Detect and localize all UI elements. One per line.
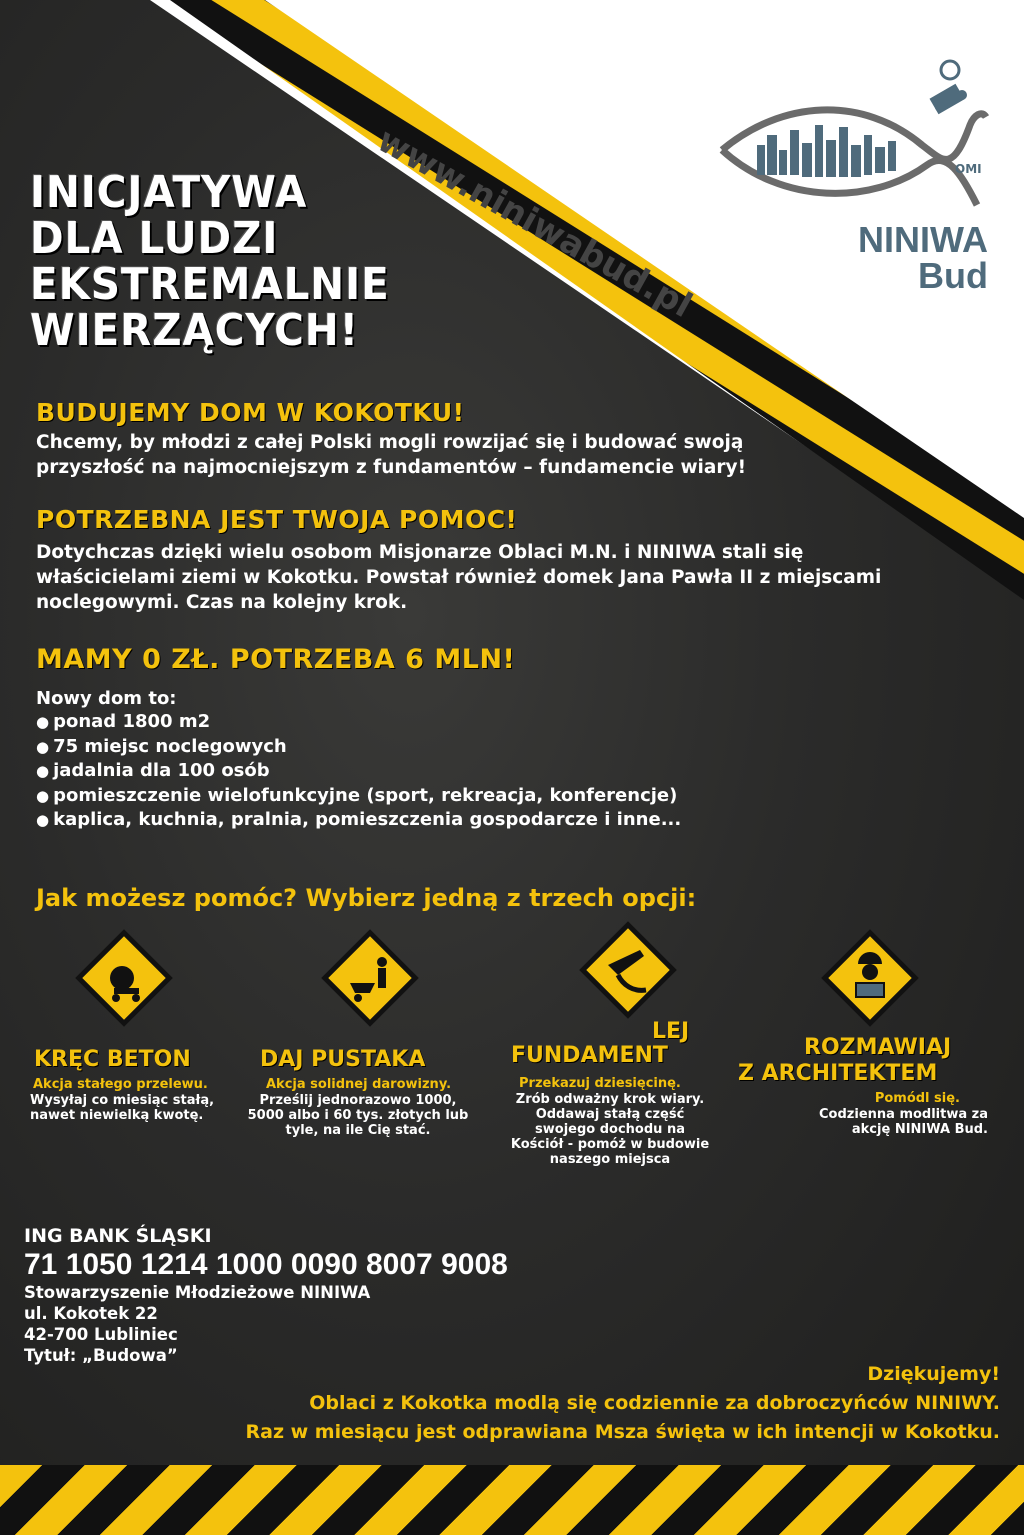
bank-address-line: 42-700 Lubliniec bbox=[24, 1325, 178, 1344]
bank-name: ING BANK ŚLĄSKI bbox=[24, 1225, 212, 1247]
concrete-mixer-icon bbox=[74, 928, 174, 1028]
section-text-building: Chcemy, by młodzi z całej Polski mogli rowzijać się i budować swoją przyszłość na najmocniejszym z fundamentów – fundamencie wiary! bbox=[36, 432, 747, 478]
option-title-architect-line1: ROZMAWIAJ bbox=[804, 1035, 952, 1060]
pouring-concrete-icon bbox=[578, 920, 678, 1020]
option-desc-foundation: Zrób odważny krok wiary. Oddawaj stałą część swojego dochodu na Kościół - pomóż w budowie naszego miejsca bbox=[510, 1092, 710, 1167]
architect-icon bbox=[820, 928, 920, 1028]
bank-transfer-title: Tytuł: „Budowa” bbox=[24, 1346, 178, 1365]
website-url[interactable]: www.niniwabud.pl bbox=[370, 120, 699, 327]
bank-address-line: ul. Kokotek 22 bbox=[24, 1304, 158, 1323]
option-subtitle-concrete: Akcja stałego przelewu. bbox=[33, 1077, 208, 1092]
list-item: ● kaplica, kuchnia, pralnia, pomieszczenia gospodarcze i inne... bbox=[36, 808, 681, 833]
list-item: ● ponad 1800 m2 bbox=[36, 710, 681, 735]
wheelbarrow-worker-icon bbox=[320, 928, 420, 1028]
section-text-help-needed: Dotychczas dzięki wielu osobom Misjonarze Oblaci M.N. i NINIWA stali się właścicielami ziemi w Kokotku. Powstał również domek Jana Pawła II z miejscami noclegowymi. Czas na kolejny krok. bbox=[36, 542, 882, 613]
option-subtitle-architect: Pomódl się. bbox=[874, 1091, 960, 1106]
headline: INICJATYWA DLA LUDZI EKSTREMALNIE WIERZĄCYCH! bbox=[30, 167, 390, 356]
option-title-concrete: KRĘC BETON bbox=[34, 1047, 191, 1072]
option-title-architect-line2: Z ARCHITEKTEM bbox=[738, 1061, 938, 1086]
option-subtitle-brick: Akcja solidnej darowizny. bbox=[266, 1077, 452, 1092]
option-desc-architect: Codzienna modlitwa za akcję NINIWA Bud. bbox=[819, 1107, 988, 1137]
list-item: ● pomieszczenie wielofunkcyjne (sport, rekreacja, konferencje) bbox=[36, 784, 681, 809]
section-title-funding: MAMY 0 ZŁ. POTRZEBA 6 MLN! bbox=[36, 644, 516, 675]
logo-name: NINIWA Bud bbox=[858, 219, 988, 296]
thanks-message: Dziękujemy! Oblaci z Kokotka modlą się codziennie za dobroczyńców NINIWY. Raz w miesiącu jest odprawiana Msza święta w ich intencji w Kokotku. bbox=[245, 1363, 1000, 1443]
features-list bbox=[36, 710, 681, 833]
option-desc-brick: Prześlij jednorazowo 1000, 5000 albo i 60 tys. złotych lub tyle, na ile Cię stać. bbox=[247, 1093, 469, 1138]
bottom-hazard-stripe bbox=[0, 1465, 1024, 1535]
list-item: ● jadalnia dla 100 osób bbox=[36, 759, 681, 784]
option-title-brick: DAJ PUSTAKA bbox=[260, 1047, 426, 1072]
option-subtitle-foundation: Przekazuj dziesięcinę. bbox=[519, 1076, 681, 1091]
list-intro: Nowy dom to: bbox=[36, 688, 177, 709]
option-title-foundation-line2: FUNDAMENT bbox=[511, 1043, 668, 1068]
logo-omi-tag: OMI bbox=[955, 162, 982, 176]
how-to-help-heading: Jak możesz pomóc? Wybierz jedną z trzech opcji: bbox=[36, 884, 697, 912]
bank-address-line: Stowarzyszenie Młodzieżowe NINIWA bbox=[24, 1283, 371, 1302]
section-title-building: BUDUJEMY DOM W KOKOTKU! bbox=[36, 398, 465, 427]
mixer-truck-icon bbox=[930, 61, 967, 114]
option-title-foundation-line1: LEJ bbox=[652, 1019, 690, 1044]
option-desc-concrete: Wysyłaj co miesiąc stałą, nawet niewielką kwotę. bbox=[30, 1093, 215, 1123]
bank-details bbox=[24, 1224, 508, 1366]
bank-account-number[interactable]: 71 1050 1214 1000 0090 8007 9008 bbox=[24, 1248, 508, 1281]
section-title-help-needed: POTRZEBNA JEST TWOJA POMOC! bbox=[36, 505, 518, 534]
list-item: ● 75 miejsc noclegowych bbox=[36, 735, 681, 760]
